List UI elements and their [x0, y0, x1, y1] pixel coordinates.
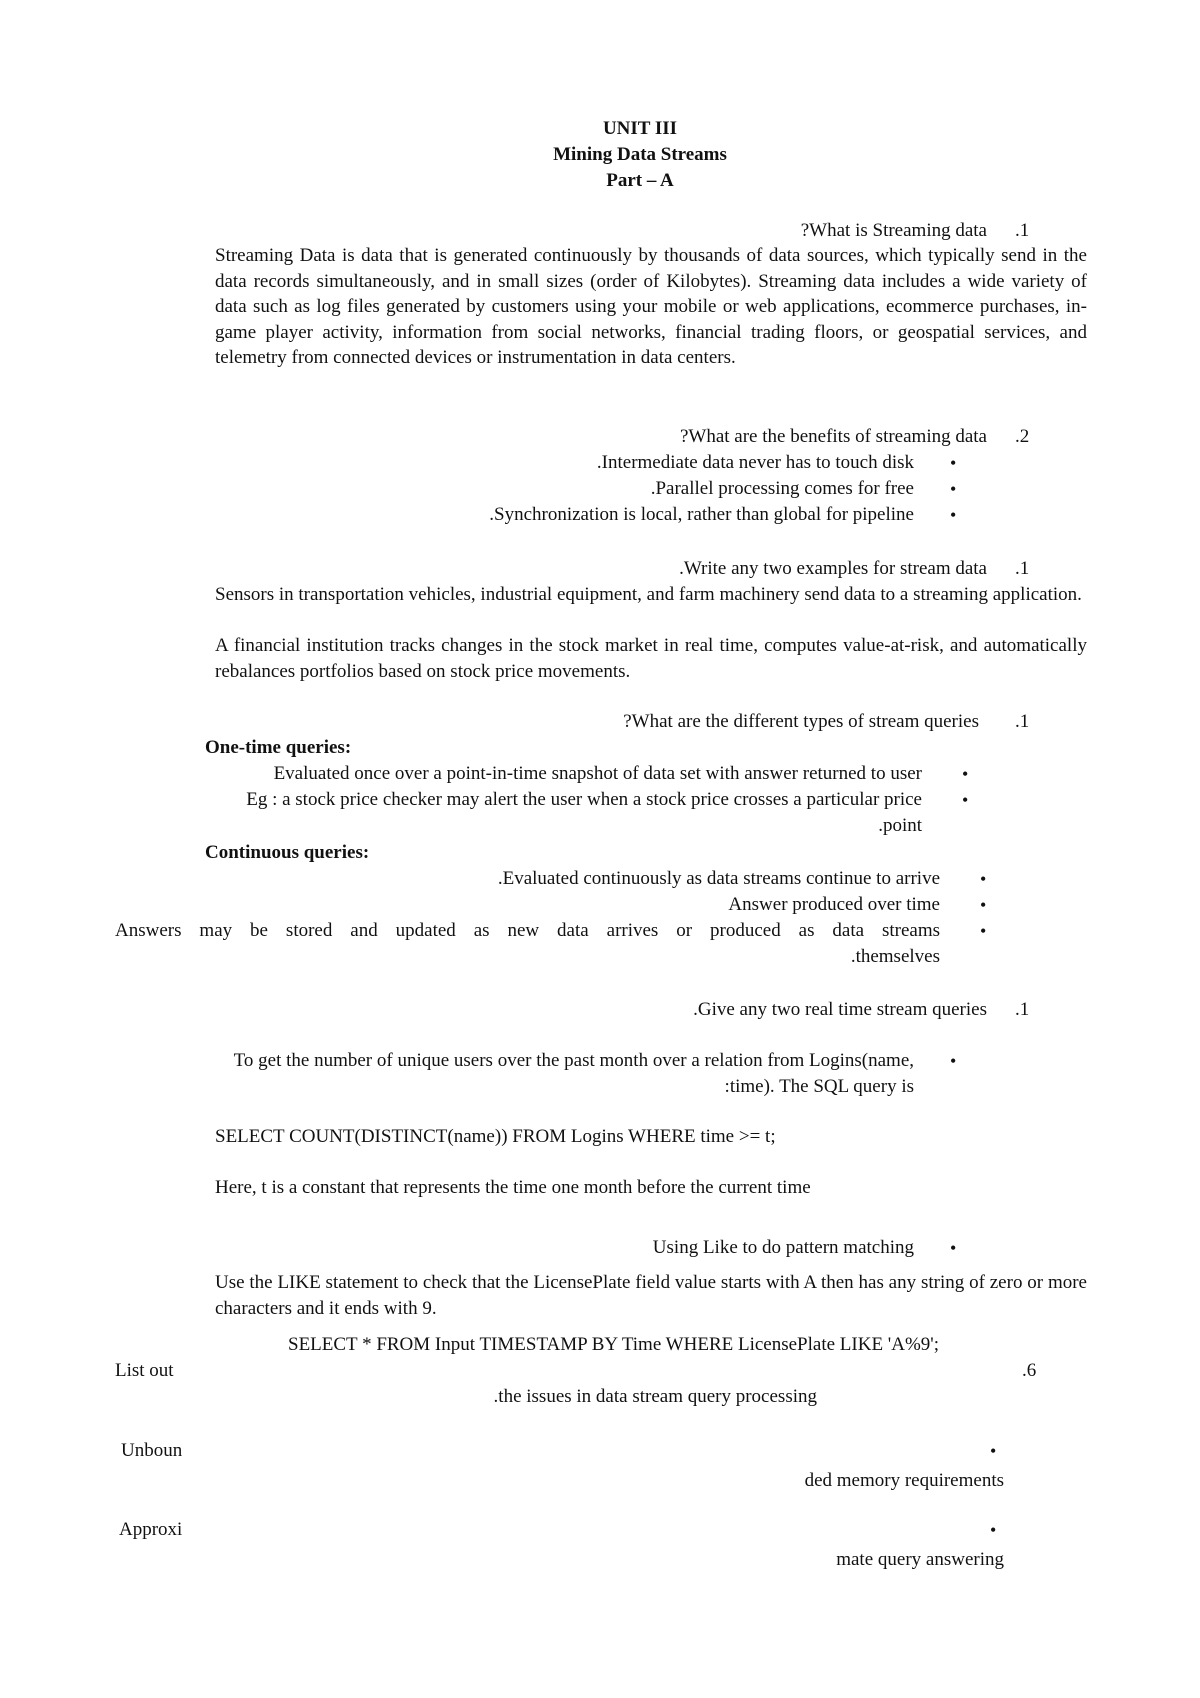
continuous-bullet-text: Answer produced over time	[728, 894, 940, 915]
unit-heading: UNIT III	[602, 118, 678, 139]
q3-answer-2: A financial institution tracks changes in the stock market in real time, computes value-at-risk, and automatically rebalances portfolios based on stock price movements.	[215, 635, 1087, 682]
q2-bullet-text: .Parallel processing comes for free	[650, 478, 914, 499]
q2-bullet-text: .Intermediate data never has to touch disk	[596, 452, 914, 473]
q2-number: .2	[1015, 426, 1030, 447]
bullet-icon: •	[950, 1238, 957, 1258]
onetime-bullet-text: Eg : a stock price checker may alert the user when a stock price crosses a particular price	[246, 789, 922, 810]
q2-question: ?What are the benefits of streaming data	[679, 426, 987, 447]
q6-question: .the issues in data stream query processing	[493, 1386, 817, 1407]
onetime-bullet-text: Evaluated once over a point-in-time snapshot of data set with answer returned to user	[273, 763, 922, 784]
bullet-icon: •	[980, 921, 987, 941]
q5-bullet-text: To get the number of unique users over the past month over a relation from Logins(name,	[233, 1050, 914, 1071]
onetime-heading: One-time queries:	[205, 737, 352, 758]
q6-item-end: ded memory requirements	[804, 1470, 1004, 1491]
q2-bullet-text: .Synchronization is local, rather than global for pipeline	[489, 504, 914, 525]
continuous-bullet-continuation: .themselves	[850, 946, 940, 967]
page-title: Mining Data Streams	[553, 144, 727, 165]
bullet-icon: •	[990, 1520, 997, 1540]
bullet-icon: •	[962, 764, 969, 784]
bullet-icon: •	[990, 1441, 997, 1461]
sql-query-1: SELECT COUNT(DISTINCT(name)) FROM Logins WHERE time >= t;	[215, 1126, 776, 1147]
q6-number: .6	[1022, 1360, 1037, 1381]
q5-bullet-continuation: :time). The SQL query is	[724, 1076, 914, 1097]
q1-answer: Streaming Data is data that is generated continuously by thousands of data sources, which typically send in the data records simultaneously, and in small sizes (order of Kilobytes). Streaming data includes a wide variety of data such as log files generated by customers using your mobile or web applications, ecommerce purchases, in-game player activity, information from social networks, financial trading floors, or geospatial services, and telemetry from connected devices or instrumentation in data centers.	[215, 245, 1087, 368]
continuous-bullet-text: .Evaluated continuously as data streams continue to arrive	[497, 868, 940, 889]
sql-query-1-note: Here, t is a constant that represents the time one month before the current time	[215, 1177, 811, 1198]
bullet-icon: •	[950, 479, 957, 499]
sql-query-2: SELECT * FROM Input TIMESTAMP BY Time WHERE LicensePlate LIKE 'A%9';	[288, 1334, 939, 1355]
q6-item-end: mate query answering	[836, 1549, 1004, 1570]
bullet-icon: •	[962, 790, 969, 810]
bullet-icon: •	[980, 895, 987, 915]
q4-number: .1	[1015, 711, 1030, 732]
like-description: Use the LIKE statement to check that the LicensePlate field value starts with A then has any string of zero or more characters and it ends with 9.	[215, 1272, 1087, 1319]
q4-question: ?What are the different types of stream queries	[623, 711, 979, 732]
bullet-icon: •	[980, 869, 987, 889]
bullet-icon: •	[950, 1051, 957, 1071]
continuous-bullet-text: Answers may be stored and updated as new data arrives or produced as data streams	[115, 920, 940, 941]
q3-question: .Write any two examples for stream data	[679, 558, 987, 579]
onetime-bullet-continuation: .point	[878, 815, 922, 836]
q6-item-start: Approxi	[119, 1519, 183, 1540]
part-heading: Part – A	[606, 170, 674, 191]
q5-question: .Give any two real time stream queries	[693, 999, 987, 1020]
bullet-icon: •	[950, 505, 957, 525]
q1-number: .1	[1015, 220, 1030, 241]
q6-prefix: List out	[115, 1360, 174, 1381]
q3-answer-1: Sensors in transportation vehicles, industrial equipment, and farm machinery send data to a streaming application.	[215, 584, 1082, 605]
bullet-icon: •	[950, 453, 957, 473]
q5-bullet-text: Using Like to do pattern matching	[652, 1237, 914, 1258]
q5-number: .1	[1015, 999, 1030, 1020]
q6-item-start: Unboun	[121, 1440, 183, 1461]
q1-question: ?What is Streaming data	[800, 220, 987, 241]
q3-number: .1	[1015, 558, 1030, 579]
continuous-heading: Continuous queries:	[205, 842, 370, 863]
